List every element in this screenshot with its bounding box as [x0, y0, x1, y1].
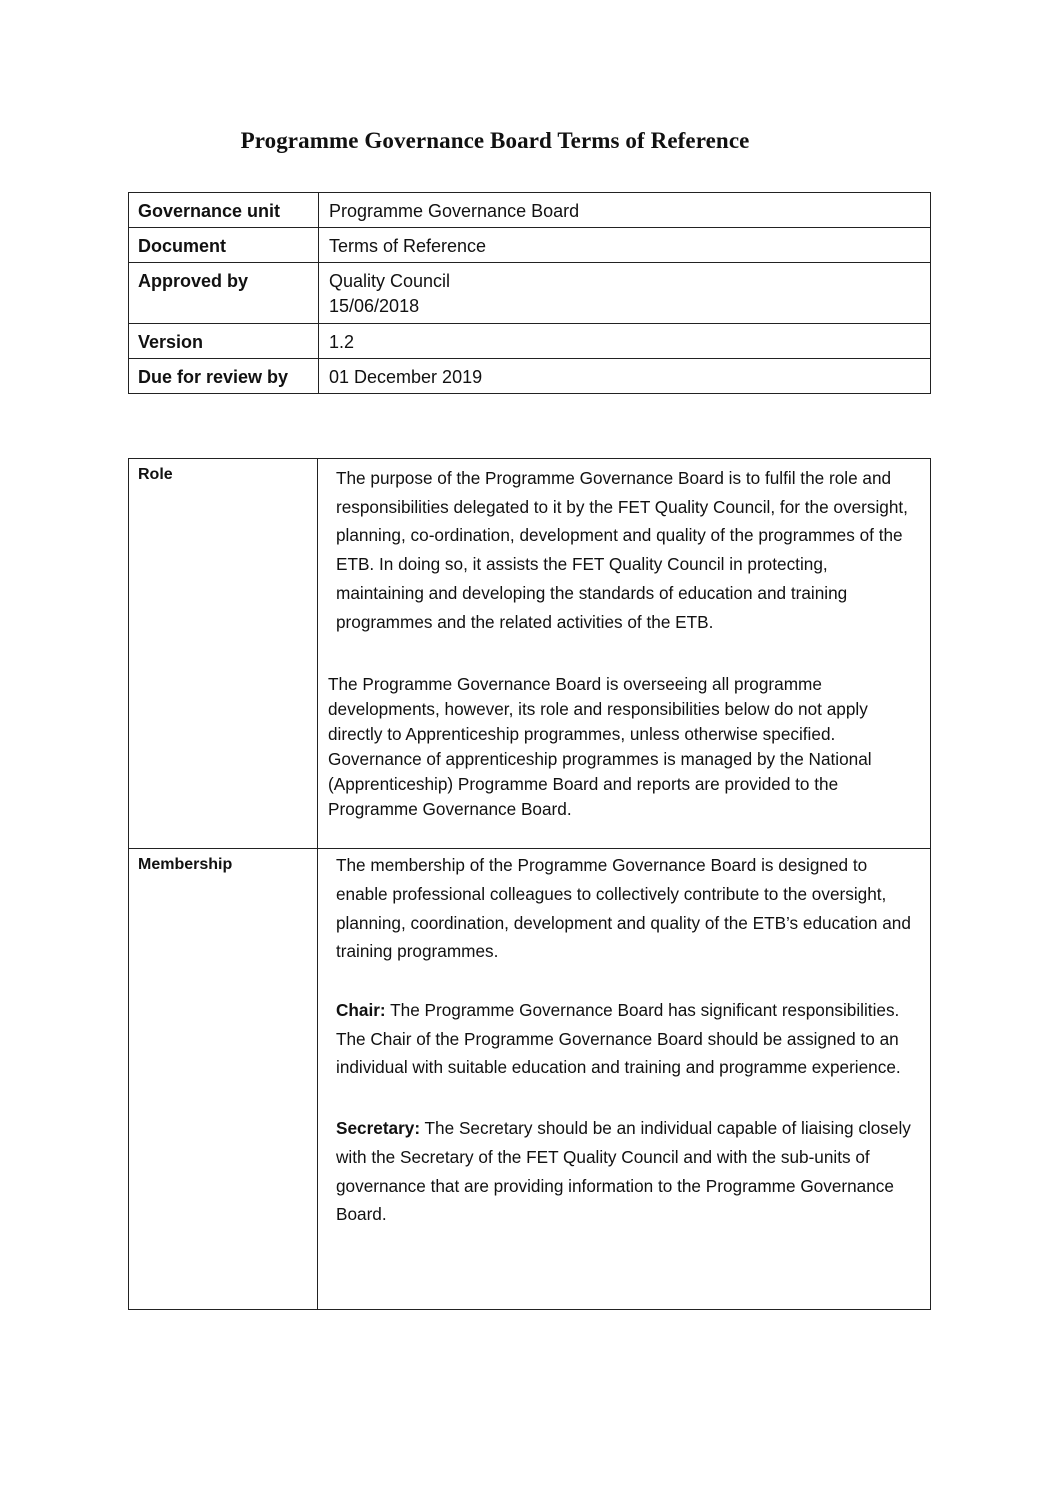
meta-value-document: Terms of Reference: [319, 228, 931, 263]
table-row: [129, 263, 931, 324]
secretary-label: Secretary:: [336, 1118, 421, 1139]
chair-label: Chair:: [336, 1000, 386, 1021]
chair-paragraph: [336, 996, 918, 1082]
table-row: [129, 324, 931, 359]
role-content: [318, 459, 931, 849]
terms-of-reference-table: [128, 458, 931, 1310]
secretary-paragraph: [336, 1114, 918, 1229]
meta-label-document: Document: [129, 228, 319, 263]
approved-date: 15/06/2018: [329, 296, 420, 316]
meta-value-review-date: 01 December 2019: [319, 359, 931, 394]
page-title: Programme Governance Board Terms of Reference: [240, 128, 750, 153]
secretary-text: The Secretary should be an individual capable of liaising closely with the Secretary of the FET Quality Council and with the sub-units of governance that are providing information to the Programme Governance Board.: [336, 1118, 911, 1225]
table-row-membership: [129, 849, 931, 1310]
meta-label-version: Version: [129, 324, 319, 359]
meta-label-approved-by: Approved by: [129, 263, 319, 324]
chair-text: The Programme Governance Board has significant responsibilities. The Chair of the Programme Governance Board should be assigned to an individual with suitable education and training and programme experience.: [336, 1000, 901, 1078]
meta-label-review-date: Due for review by: [129, 359, 319, 394]
table-row-role: [129, 459, 931, 849]
meta-value-approved-by: [319, 263, 931, 324]
membership-label: Membership: [129, 849, 318, 1310]
table-row: [129, 193, 931, 228]
approved-by-body: Quality Council: [329, 271, 451, 291]
role-apprenticeship-paragraph: The Programme Governance Board is overseeing all programme developments, however, its role and responsibilities below do not apply directly to Apprenticeship programmes, unless otherwise specified. Governance of apprenticeship programmes is managed by the National (Apprenticeship) Programme Board and reports are provided to the Programme Governance Board.: [328, 674, 872, 820]
membership-paragraph: The membership of the Programme Governance Board is designed to enable professional colleagues to collectively contribute to the oversight, planning, coordination, development and quality of the ETB’s education and training programmes.: [336, 855, 911, 962]
table-row: [129, 228, 931, 263]
document-metadata-table: [128, 192, 931, 394]
role-purpose-paragraph: The purpose of the Programme Governance Board is to fulfil the role and responsibilities delegated to it by the FET Quality Council, for the oversight, planning, co-ordination, development and quality of the programmes of the ETB. In doing so, it assists the FET Quality Council in protecting, maintaining and developing the standards of education and training programmes and the related activities of the ETB.: [336, 468, 908, 632]
meta-label-governance-unit: Governance unit: [129, 193, 319, 228]
meta-value-governance-unit: Programme Governance Board: [319, 193, 931, 228]
table-row: [129, 359, 931, 394]
membership-content: [318, 849, 931, 1310]
meta-value-version: 1.2: [319, 324, 931, 359]
role-label: Role: [129, 459, 318, 849]
